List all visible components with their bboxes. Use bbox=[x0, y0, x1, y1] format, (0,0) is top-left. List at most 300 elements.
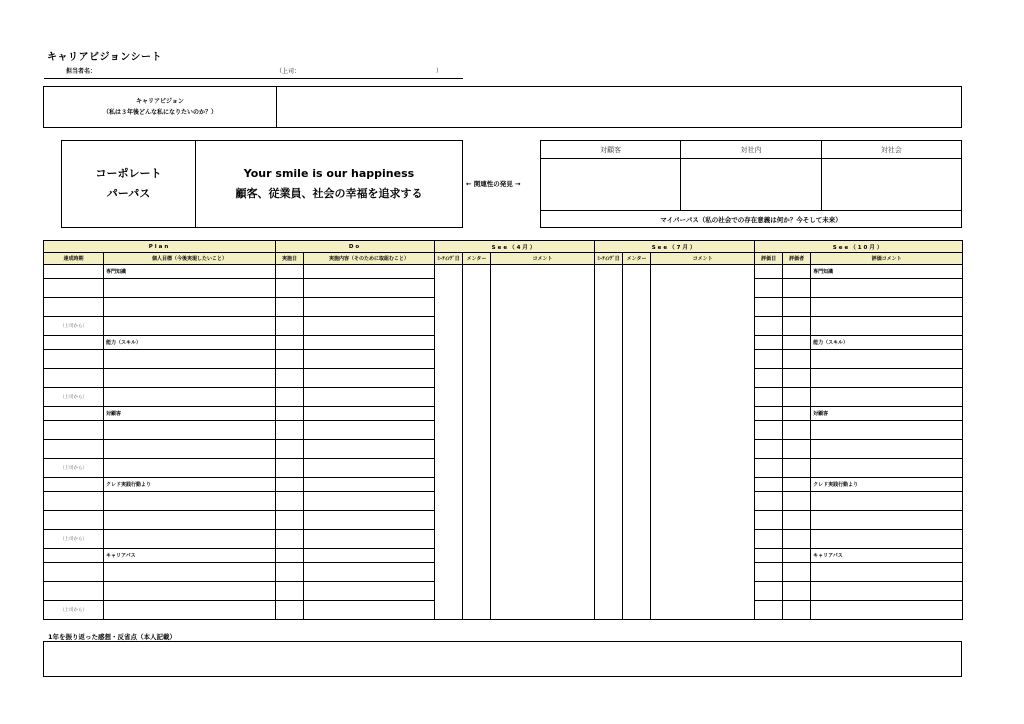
table-row bbox=[44, 492, 963, 511]
table-cell[interactable] bbox=[435, 601, 463, 620]
table-cell[interactable] bbox=[463, 388, 491, 407]
table-cell[interactable] bbox=[304, 459, 435, 478]
table-cell[interactable] bbox=[491, 279, 595, 298]
reflection-input[interactable] bbox=[43, 641, 962, 677]
my-purpose-customer-input[interactable] bbox=[541, 159, 681, 211]
career-vision-box bbox=[43, 86, 962, 128]
table-cell[interactable] bbox=[651, 298, 755, 317]
table-cell[interactable] bbox=[755, 265, 783, 279]
table-cell[interactable] bbox=[755, 492, 783, 511]
table-row bbox=[44, 350, 963, 369]
table-cell[interactable] bbox=[783, 369, 811, 388]
table-cell[interactable] bbox=[463, 440, 491, 459]
table-cell[interactable] bbox=[491, 388, 595, 407]
table-cell[interactable] bbox=[491, 407, 595, 421]
table-cell[interactable] bbox=[463, 369, 491, 388]
table-cell[interactable] bbox=[491, 440, 595, 459]
table-cell[interactable] bbox=[651, 421, 755, 440]
table-cell[interactable] bbox=[304, 317, 435, 336]
table-cell[interactable] bbox=[104, 511, 276, 530]
table-cell[interactable] bbox=[651, 317, 755, 336]
table-cell[interactable] bbox=[623, 369, 651, 388]
table-cell[interactable] bbox=[595, 459, 623, 478]
table-cell[interactable] bbox=[755, 440, 783, 459]
table-cell[interactable] bbox=[491, 530, 595, 549]
table-row bbox=[44, 388, 963, 407]
table-cell[interactable] bbox=[651, 530, 755, 549]
table-cell[interactable] bbox=[623, 298, 651, 317]
from-boss-note: （上司から） bbox=[44, 530, 104, 549]
table-cell[interactable] bbox=[44, 369, 104, 388]
my-purpose-table bbox=[540, 140, 962, 228]
table-cell[interactable] bbox=[595, 478, 623, 492]
table-cell[interactable] bbox=[811, 492, 963, 511]
table-cell[interactable] bbox=[783, 407, 811, 421]
table-cell[interactable] bbox=[276, 478, 304, 492]
from-boss-note: （上司から） bbox=[44, 388, 104, 407]
table-cell[interactable] bbox=[44, 407, 104, 421]
table-cell[interactable] bbox=[435, 582, 463, 601]
my-purpose-col-customer: 対顧客 bbox=[541, 141, 681, 159]
table-cell[interactable] bbox=[435, 350, 463, 369]
table-cell[interactable] bbox=[435, 511, 463, 530]
table-cell[interactable] bbox=[304, 388, 435, 407]
table-cell[interactable] bbox=[755, 350, 783, 369]
table-cell[interactable] bbox=[623, 279, 651, 298]
table-cell[interactable] bbox=[755, 317, 783, 336]
table-cell[interactable] bbox=[595, 317, 623, 336]
table-cell[interactable] bbox=[435, 549, 463, 563]
table-cell[interactable] bbox=[755, 369, 783, 388]
col-meeting-april: ﾐｰﾃｨﾝｸﾞ日 bbox=[435, 253, 463, 265]
col-comment-april: コメント bbox=[491, 253, 595, 265]
table-cell[interactable] bbox=[104, 440, 276, 459]
table-cell[interactable] bbox=[104, 601, 276, 620]
table-cell[interactable] bbox=[811, 350, 963, 369]
table-cell[interactable] bbox=[623, 478, 651, 492]
table-cell[interactable] bbox=[104, 350, 276, 369]
table-cell[interactable] bbox=[755, 601, 783, 620]
group-do: Do bbox=[276, 241, 435, 253]
table-cell[interactable] bbox=[755, 298, 783, 317]
from-boss-note: （上司から） bbox=[44, 317, 104, 336]
table-cell[interactable] bbox=[491, 492, 595, 511]
table-cell[interactable] bbox=[651, 407, 755, 421]
table-cell[interactable] bbox=[491, 265, 595, 279]
table-cell[interactable] bbox=[595, 279, 623, 298]
corporate-purpose-box bbox=[61, 140, 463, 228]
table-cell[interactable] bbox=[811, 563, 963, 582]
table-cell[interactable] bbox=[623, 492, 651, 511]
table-cell[interactable] bbox=[276, 601, 304, 620]
table-cell[interactable] bbox=[44, 582, 104, 601]
table-cell[interactable] bbox=[755, 582, 783, 601]
table-cell[interactable] bbox=[435, 407, 463, 421]
table-cell[interactable] bbox=[595, 407, 623, 421]
table-cell[interactable] bbox=[595, 388, 623, 407]
table-cell[interactable] bbox=[276, 388, 304, 407]
table-cell[interactable] bbox=[623, 459, 651, 478]
table-cell[interactable] bbox=[104, 388, 276, 407]
table-cell[interactable] bbox=[435, 336, 463, 350]
table-cell[interactable] bbox=[595, 265, 623, 279]
table-cell[interactable] bbox=[44, 298, 104, 317]
my-purpose-footer: マイパーパス（私の社会での存在意義は何か？今そして未来） bbox=[541, 211, 962, 228]
table-cell[interactable] bbox=[44, 492, 104, 511]
table-cell[interactable] bbox=[755, 459, 783, 478]
table-row bbox=[44, 369, 963, 388]
table-cell[interactable] bbox=[304, 549, 435, 563]
table-cell[interactable] bbox=[104, 582, 276, 601]
table-cell[interactable] bbox=[783, 549, 811, 563]
goal-category-label: キャリアパス bbox=[104, 549, 276, 563]
table-cell[interactable] bbox=[755, 549, 783, 563]
table-cell[interactable] bbox=[304, 279, 435, 298]
table-cell[interactable] bbox=[651, 336, 755, 350]
table-cell[interactable] bbox=[623, 563, 651, 582]
table-cell[interactable] bbox=[623, 511, 651, 530]
table-cell[interactable] bbox=[783, 265, 811, 279]
table-row bbox=[44, 265, 963, 279]
table-cell[interactable] bbox=[276, 317, 304, 336]
table-row bbox=[44, 478, 963, 492]
table-cell[interactable] bbox=[595, 298, 623, 317]
table-cell[interactable] bbox=[435, 265, 463, 279]
table-cell[interactable] bbox=[276, 459, 304, 478]
table-cell[interactable] bbox=[44, 265, 104, 279]
table-cell[interactable] bbox=[623, 530, 651, 549]
table-cell[interactable] bbox=[651, 440, 755, 459]
table-cell[interactable] bbox=[783, 563, 811, 582]
table-cell[interactable] bbox=[783, 350, 811, 369]
table-cell[interactable] bbox=[811, 388, 963, 407]
table-cell[interactable] bbox=[435, 298, 463, 317]
table-cell[interactable] bbox=[595, 582, 623, 601]
table-cell[interactable] bbox=[276, 582, 304, 601]
table-cell[interactable] bbox=[755, 421, 783, 440]
column-header-row bbox=[44, 253, 963, 265]
table-cell[interactable] bbox=[811, 298, 963, 317]
table-cell[interactable] bbox=[104, 298, 276, 317]
table-cell[interactable] bbox=[783, 298, 811, 317]
table-cell[interactable] bbox=[104, 492, 276, 511]
table-cell[interactable] bbox=[44, 336, 104, 350]
table-cell[interactable] bbox=[755, 530, 783, 549]
table-cell[interactable] bbox=[811, 369, 963, 388]
table-cell[interactable] bbox=[276, 549, 304, 563]
table-cell[interactable] bbox=[44, 350, 104, 369]
table-cell[interactable] bbox=[811, 601, 963, 620]
goal-category-label: クレド実践行動より bbox=[104, 478, 276, 492]
table-cell[interactable] bbox=[276, 350, 304, 369]
table-cell[interactable] bbox=[783, 279, 811, 298]
table-cell[interactable] bbox=[104, 563, 276, 582]
table-cell[interactable] bbox=[651, 492, 755, 511]
table-cell[interactable] bbox=[44, 478, 104, 492]
table-cell[interactable] bbox=[755, 563, 783, 582]
table-cell[interactable] bbox=[435, 530, 463, 549]
table-cell[interactable] bbox=[783, 492, 811, 511]
table-cell[interactable] bbox=[595, 530, 623, 549]
my-purpose-society-input[interactable] bbox=[821, 159, 961, 211]
table-cell[interactable] bbox=[811, 511, 963, 530]
table-cell[interactable] bbox=[44, 511, 104, 530]
table-cell[interactable] bbox=[595, 563, 623, 582]
table-cell[interactable] bbox=[304, 298, 435, 317]
col-mentor-april: メンター bbox=[463, 253, 491, 265]
table-cell[interactable] bbox=[595, 511, 623, 530]
my-purpose-internal-input[interactable] bbox=[681, 159, 821, 211]
career-vision-input[interactable] bbox=[277, 87, 961, 127]
table-cell[interactable] bbox=[44, 440, 104, 459]
table-cell[interactable] bbox=[623, 336, 651, 350]
table-cell[interactable] bbox=[304, 350, 435, 369]
table-cell[interactable] bbox=[276, 336, 304, 350]
table-cell[interactable] bbox=[104, 279, 276, 298]
table-cell[interactable] bbox=[595, 601, 623, 620]
table-cell[interactable] bbox=[435, 388, 463, 407]
table-cell[interactable] bbox=[435, 440, 463, 459]
table-cell[interactable] bbox=[44, 421, 104, 440]
table-cell[interactable] bbox=[651, 478, 755, 492]
table-cell[interactable] bbox=[463, 350, 491, 369]
table-cell[interactable] bbox=[104, 369, 276, 388]
table-row bbox=[44, 459, 963, 478]
table-cell[interactable] bbox=[783, 317, 811, 336]
table-cell[interactable] bbox=[435, 421, 463, 440]
table-cell[interactable] bbox=[276, 563, 304, 582]
career-vision-label-line2: （私は３年後どんな私になりたいのか？） bbox=[102, 109, 217, 116]
table-cell[interactable] bbox=[783, 582, 811, 601]
table-cell[interactable] bbox=[783, 440, 811, 459]
table-cell[interactable] bbox=[623, 601, 651, 620]
table-cell[interactable] bbox=[463, 582, 491, 601]
table-cell[interactable] bbox=[811, 421, 963, 440]
table-cell[interactable] bbox=[811, 440, 963, 459]
table-cell[interactable] bbox=[104, 459, 276, 478]
table-cell[interactable] bbox=[276, 530, 304, 549]
table-cell[interactable] bbox=[755, 336, 783, 350]
table-cell[interactable] bbox=[755, 407, 783, 421]
table-cell[interactable] bbox=[651, 563, 755, 582]
table-cell[interactable] bbox=[491, 298, 595, 317]
table-cell[interactable] bbox=[651, 459, 755, 478]
table-cell[interactable] bbox=[304, 440, 435, 459]
header-underline bbox=[44, 78, 463, 79]
table-cell[interactable] bbox=[304, 601, 435, 620]
group-header-row bbox=[44, 241, 963, 253]
table-cell[interactable] bbox=[651, 582, 755, 601]
table-cell[interactable] bbox=[651, 511, 755, 530]
table-cell[interactable] bbox=[491, 369, 595, 388]
table-cell[interactable] bbox=[435, 369, 463, 388]
table-cell[interactable] bbox=[304, 265, 435, 279]
table-cell[interactable] bbox=[595, 421, 623, 440]
career-vision-label-line1: キャリアビジョン bbox=[136, 98, 184, 105]
table-cell[interactable] bbox=[463, 492, 491, 511]
table-cell[interactable] bbox=[783, 601, 811, 620]
table-cell[interactable] bbox=[783, 530, 811, 549]
table-cell[interactable] bbox=[595, 549, 623, 563]
table-cell[interactable] bbox=[276, 279, 304, 298]
table-cell[interactable] bbox=[491, 563, 595, 582]
table-cell[interactable] bbox=[651, 279, 755, 298]
table-cell[interactable] bbox=[304, 421, 435, 440]
table-cell[interactable] bbox=[623, 407, 651, 421]
table-cell[interactable] bbox=[595, 369, 623, 388]
plan-do-see-table bbox=[43, 240, 963, 620]
group-plan: Plan bbox=[44, 241, 276, 253]
table-cell[interactable] bbox=[276, 421, 304, 440]
table-row bbox=[44, 549, 963, 563]
corporate-purpose-text-line1: Your smile is our happiness bbox=[243, 167, 415, 180]
table-cell[interactable] bbox=[783, 478, 811, 492]
goal-category-label: 対顧客 bbox=[104, 407, 276, 421]
table-cell[interactable] bbox=[44, 549, 104, 563]
table-cell[interactable] bbox=[463, 563, 491, 582]
table-cell[interactable] bbox=[623, 421, 651, 440]
table-cell[interactable] bbox=[755, 388, 783, 407]
table-cell[interactable] bbox=[491, 350, 595, 369]
table-cell[interactable] bbox=[783, 388, 811, 407]
table-cell[interactable] bbox=[811, 317, 963, 336]
goal-category-label: 能力（スキル） bbox=[104, 336, 276, 350]
table-cell[interactable] bbox=[783, 459, 811, 478]
table-cell[interactable] bbox=[463, 459, 491, 478]
table-cell[interactable] bbox=[463, 407, 491, 421]
table-cell[interactable] bbox=[623, 440, 651, 459]
table-cell[interactable] bbox=[304, 511, 435, 530]
table-cell[interactable] bbox=[623, 549, 651, 563]
table-cell[interactable] bbox=[651, 350, 755, 369]
table-cell[interactable] bbox=[435, 563, 463, 582]
table-cell[interactable] bbox=[783, 421, 811, 440]
table-cell[interactable] bbox=[491, 511, 595, 530]
table-cell[interactable] bbox=[104, 530, 276, 549]
table-cell[interactable] bbox=[491, 582, 595, 601]
table-cell[interactable] bbox=[435, 478, 463, 492]
table-cell[interactable] bbox=[463, 265, 491, 279]
table-cell[interactable] bbox=[104, 421, 276, 440]
table-cell[interactable] bbox=[276, 511, 304, 530]
table-row bbox=[44, 440, 963, 459]
table-cell[interactable] bbox=[304, 582, 435, 601]
table-cell[interactable] bbox=[595, 492, 623, 511]
table-cell[interactable] bbox=[491, 478, 595, 492]
col-action: 実施内容（そのために取組むこと） bbox=[304, 253, 435, 265]
table-cell[interactable] bbox=[463, 336, 491, 350]
table-cell[interactable] bbox=[623, 388, 651, 407]
table-cell[interactable] bbox=[651, 388, 755, 407]
table-cell[interactable] bbox=[463, 317, 491, 336]
table-cell[interactable] bbox=[44, 563, 104, 582]
table-cell[interactable] bbox=[304, 492, 435, 511]
table-cell[interactable] bbox=[491, 336, 595, 350]
table-cell[interactable] bbox=[623, 582, 651, 601]
table-cell[interactable] bbox=[811, 459, 963, 478]
table-cell[interactable] bbox=[811, 582, 963, 601]
table-cell[interactable] bbox=[104, 317, 276, 336]
page-title: キャリアビジョンシート bbox=[47, 52, 163, 63]
table-cell[interactable] bbox=[595, 336, 623, 350]
table-cell[interactable] bbox=[304, 336, 435, 350]
table-cell[interactable] bbox=[304, 478, 435, 492]
goal-category-label: 専門知識 bbox=[104, 265, 276, 279]
table-cell[interactable] bbox=[755, 511, 783, 530]
table-cell[interactable] bbox=[491, 549, 595, 563]
table-cell[interactable] bbox=[463, 601, 491, 620]
eval-category-label: クレド実践行動より bbox=[811, 478, 963, 492]
table-cell[interactable] bbox=[304, 563, 435, 582]
eval-category-label: 対顧客 bbox=[811, 407, 963, 421]
table-row bbox=[44, 421, 963, 440]
table-cell[interactable] bbox=[623, 265, 651, 279]
group-see-october: See（10月） bbox=[755, 241, 963, 253]
table-cell[interactable] bbox=[463, 530, 491, 549]
table-cell[interactable] bbox=[44, 279, 104, 298]
table-cell[interactable] bbox=[651, 549, 755, 563]
table-cell[interactable] bbox=[276, 298, 304, 317]
col-date: 実施日 bbox=[276, 253, 304, 265]
boss-label: （上司： bbox=[276, 68, 301, 75]
boss-close: ） bbox=[436, 68, 443, 75]
table-cell[interactable] bbox=[463, 549, 491, 563]
table-cell[interactable] bbox=[491, 421, 595, 440]
table-cell[interactable] bbox=[435, 459, 463, 478]
table-cell[interactable] bbox=[463, 511, 491, 530]
table-cell[interactable] bbox=[755, 279, 783, 298]
table-cell[interactable] bbox=[595, 350, 623, 369]
table-cell[interactable] bbox=[623, 350, 651, 369]
table-cell[interactable] bbox=[491, 601, 595, 620]
group-see-july: See（7月） bbox=[595, 241, 755, 253]
table-row bbox=[44, 582, 963, 601]
table-cell[interactable] bbox=[276, 407, 304, 421]
col-meeting-july: ﾐｰﾃｨﾝｸﾞ日 bbox=[595, 253, 623, 265]
table-cell[interactable] bbox=[783, 336, 811, 350]
table-cell[interactable] bbox=[463, 478, 491, 492]
table-cell[interactable] bbox=[276, 369, 304, 388]
table-cell[interactable] bbox=[595, 440, 623, 459]
col-period: 達成時期 bbox=[44, 253, 104, 265]
table-cell[interactable] bbox=[755, 478, 783, 492]
table-cell[interactable] bbox=[435, 279, 463, 298]
table-cell[interactable] bbox=[435, 317, 463, 336]
eval-category-label: 専門知識 bbox=[811, 265, 963, 279]
table-cell[interactable] bbox=[811, 279, 963, 298]
table-cell[interactable] bbox=[491, 459, 595, 478]
table-cell[interactable] bbox=[304, 369, 435, 388]
table-cell[interactable] bbox=[463, 279, 491, 298]
table-cell[interactable] bbox=[651, 601, 755, 620]
table-cell[interactable] bbox=[651, 369, 755, 388]
table-cell[interactable] bbox=[491, 317, 595, 336]
table-cell[interactable] bbox=[463, 298, 491, 317]
table-cell[interactable] bbox=[276, 492, 304, 511]
table-cell[interactable] bbox=[304, 407, 435, 421]
table-cell[interactable] bbox=[811, 530, 963, 549]
table-cell[interactable] bbox=[623, 317, 651, 336]
eval-category-label: 能力（スキル） bbox=[811, 336, 963, 350]
table-cell[interactable] bbox=[304, 530, 435, 549]
table-cell[interactable] bbox=[651, 265, 755, 279]
table-cell[interactable] bbox=[435, 492, 463, 511]
col-evaluator: 評価者 bbox=[783, 253, 811, 265]
table-cell[interactable] bbox=[783, 511, 811, 530]
table-cell[interactable] bbox=[463, 421, 491, 440]
table-cell[interactable] bbox=[276, 265, 304, 279]
table-cell[interactable] bbox=[276, 440, 304, 459]
